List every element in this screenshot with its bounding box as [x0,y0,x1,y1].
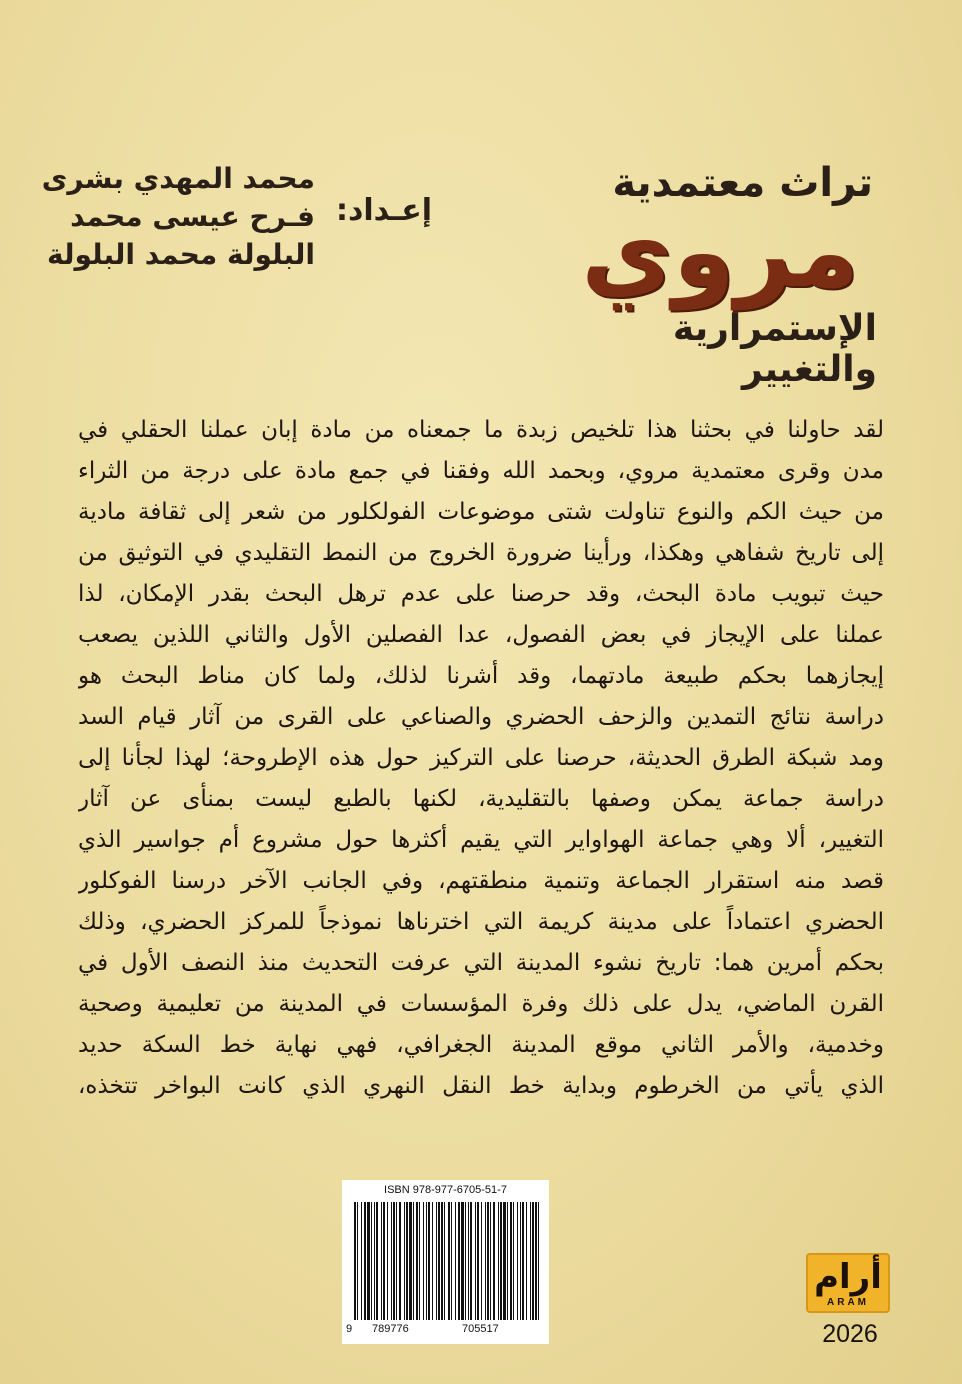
main-title: مروي [581,193,859,310]
blurb-line: القرن الماضي، يدل على ذلك وفرة المؤسسات في المدينة من تعليمية وصحية [78,991,884,1017]
publisher-logo [806,1253,890,1313]
blurb-line: بحكم أمرين هما: تاريخ نشوء المدينة التي عرفت التحديث منذ النصف الأول في [78,950,884,976]
barcode-digits-right: 705517 [462,1323,499,1335]
blurb-line: الحضري اعتماداً على مدينة كريمة التي اخترناها نموذجاً للمركز الحضري، وذلك [78,909,884,935]
isbn-barcode [342,1180,549,1344]
blurb-line: ومد شبكة الطرق الحديثة، حرصنا على التركيز حول هذه الإطروحة؛ لهذا لجأنا إلى [78,745,884,771]
blurb-line: إيجازهما بحكم طبيعة مادتهما، وقد أشرنا لذلك، ولما كان مناط البحث هو [78,663,884,689]
blurb-line: وخدمية، والأمر الثاني موقع المدينة الجغرافي، فهي نهاية خط السكة حديد [78,1032,884,1058]
isbn-number: ISBN 978-977-6705-51-7 [384,1184,507,1196]
barcode-digits-left: 789776 [372,1323,409,1335]
title-block [577,160,877,390]
prepared-by-label: إعـداد: [336,193,433,228]
barcode-bars [354,1202,544,1320]
blurb-line: حيث تبويب مادة البحث، وقد حرصنا على عدم ترهل البحث بقدر الإمكان، لذا [78,581,884,607]
blurb-line: قصد منه استقرار الجماعة وتنمية منطقتهم، وفي الجانب الآخر درسنا الفوكلور [78,868,884,894]
blurb-line: لقد حاولنا في بحثنا هذا تلخيص زبدة ما جمعناه من مادة إبان عملنا الحقلي في [78,417,884,443]
authors-list [41,160,315,274]
blurb-line: دراسة نتائج التمدين والزحف الحضري والصناعي على القرى من آثار قيام السد [78,704,884,730]
blurb-line: إلى تاريخ شفاهي وهكذا، ورأينا ضرورة الخروج من النمط التقليدي في التوثيق من [78,540,884,566]
barcode-digit-first: 9 [346,1323,353,1335]
series-title: تراث معتمدية [612,160,873,206]
blurb-line: دراسة جماعة يمكن وصفها بالتقليدية، لكنها بالطبع ليست بمنأى عن آثار [78,786,884,812]
publisher-logo-latin: ARAM [827,1297,869,1308]
blurb-line: التغيير، ألا وهي جماعة الهواواير التي يقيم أكثرها حول مشروع أم جواسير الذي [78,827,884,853]
publisher-logo-arabic: أرام [814,1257,882,1297]
blurb-text [78,410,884,1107]
blurb-line: مدن وقرى معتمدية مروي، وبحمد الله وفقنا في جمع مادة على درجة من الثراء [78,458,884,484]
blurb-line: عملنا على الإيجاز في بعض الفصول، عدا الفصلين الأول والثاني اللذين يصعب [78,622,884,648]
publication-year: 2026 [822,1320,878,1348]
blurb-line: الذي يأتي من الخرطوم وبداية خط النقل النهري الذي كانت البواخر تتخذه، [78,1073,884,1099]
author-name: فـرح عيسى محمد [70,200,315,233]
subtitle: الإستمرارية والتغيير [672,308,877,390]
author-name: محمد المهدي بشرى [41,162,315,195]
author-name: البلولة محمد البلولة [47,238,315,271]
blurb-line: من حيث الكم والنوع تناولت شتى موضوعات الفولكلور من شعر إلى ثقافة مادية [78,499,884,525]
